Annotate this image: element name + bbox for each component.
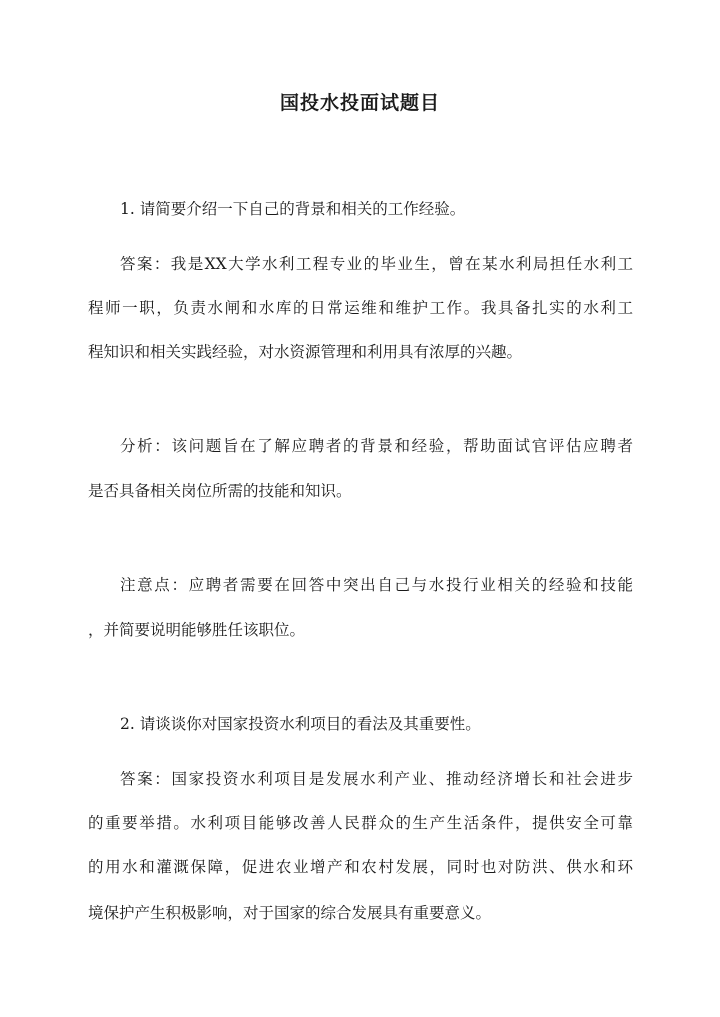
- answer-2-line-1: 答案：国家投资水利项目是发展水利产业、推动经济增长和社会进步: [120, 770, 633, 788]
- note-1-line-1: 注意点：应聘者需要在回答中突出自己与水投行业相关的经验和技能: [120, 576, 633, 594]
- analysis-1-line-2: 是否具备相关岗位所需的技能和知识。: [88, 482, 352, 500]
- note-1-line-2: ，并简要说明能够胜任该职位。: [88, 621, 306, 639]
- analysis-1-line-1: 分析：该问题旨在了解应聘者的背景和经验，帮助面试官评估应聘者: [120, 437, 633, 455]
- answer-1-line-1: 答案：我是XX大学水利工程专业的毕业生，曾在某水利局担任水利工: [120, 255, 633, 273]
- question-2: 2. 请谈谈你对国家投资水利项目的看法及其重要性。: [120, 715, 481, 733]
- question-1: 1. 请简要介绍一下自己的背景和相关的工作经验。: [120, 200, 466, 218]
- answer-2-line-3: 的用水和灌溉保障，促进农业增产和农村发展，同时也对防洪、供水和环: [88, 858, 633, 876]
- answer-1-line-2: 程师一职，负责水闸和水库的日常运维和维护工作。我具备扎实的水利工: [88, 299, 633, 317]
- answer-2-line-2: 的重要举措。水利项目能够改善人民群众的生产生活条件，提供安全可靠: [88, 814, 633, 832]
- answer-1-line-3: 程知识和相关实践经验，对水资源管理和利用具有浓厚的兴趣。: [88, 343, 523, 361]
- answer-2-line-4: 境保护产生积极影响，对于国家的综合发展具有重要意义。: [88, 904, 492, 922]
- document-title: 国投水投面试题目: [279, 92, 440, 114]
